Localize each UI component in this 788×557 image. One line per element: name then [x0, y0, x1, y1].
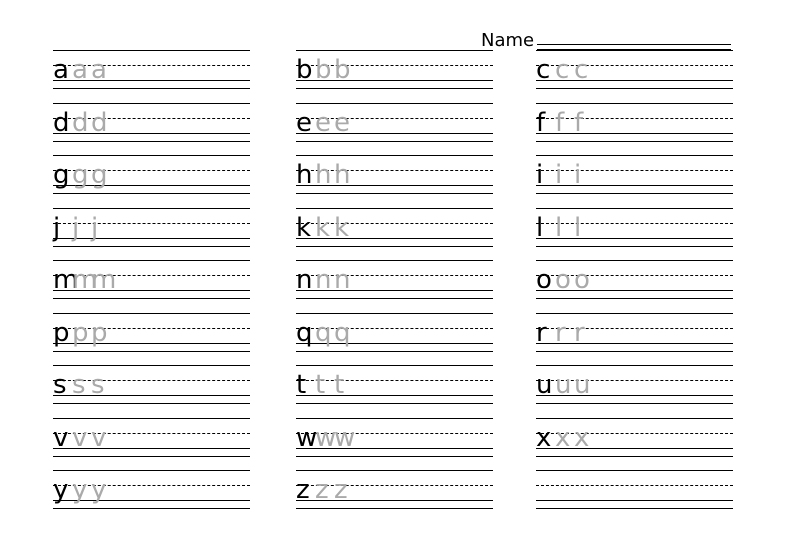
baseline: [536, 500, 733, 501]
model-letter: t: [296, 370, 307, 400]
trace-letter: j: [91, 212, 99, 243]
descender-line: [536, 298, 733, 299]
practice-row[interactable]: [536, 50, 733, 98]
practice-row[interactable]: [536, 418, 733, 466]
trace-letter: i: [555, 160, 563, 190]
top-line: [296, 470, 493, 471]
model-letter: x: [536, 422, 552, 453]
trace-letter: m: [91, 265, 117, 295]
practice-row[interactable]: [53, 260, 250, 308]
midline-dashed: [296, 380, 493, 381]
trace-letter: a: [72, 55, 88, 85]
trace-letter: v: [91, 422, 107, 453]
trace-letter: b: [315, 55, 332, 85]
top-line: [296, 313, 493, 314]
trace-letter: z: [334, 475, 348, 505]
top-line: [53, 365, 250, 366]
top-line: [53, 418, 250, 419]
top-line: [53, 313, 250, 314]
model-letter: m: [53, 265, 79, 295]
top-line: [536, 418, 733, 419]
trace-letter: f: [574, 107, 584, 138]
model-letter: u: [536, 370, 553, 400]
practice-row[interactable]: [53, 50, 250, 98]
descender-line: [53, 456, 250, 457]
model-letter: a: [53, 55, 69, 85]
model-letter: b: [296, 55, 313, 85]
descender-line: [296, 351, 493, 352]
top-line: [536, 260, 733, 261]
trace-letter: g: [91, 160, 108, 190]
trace-letter: x: [555, 422, 571, 453]
midline-dashed: [536, 118, 733, 119]
practice-row[interactable]: [53, 103, 250, 151]
model-letter: e: [296, 107, 312, 138]
practice-row[interactable]: [296, 260, 493, 308]
trace-letter: y: [72, 475, 88, 505]
trace-letter: i: [574, 160, 582, 190]
top-line: [536, 470, 733, 471]
trace-letter: h: [315, 160, 332, 190]
trace-letter: s: [72, 370, 86, 400]
model-letter: q: [296, 317, 313, 348]
trace-letter: y: [91, 475, 107, 505]
model-letter: n: [296, 265, 313, 295]
model-letter: c: [536, 55, 551, 85]
trace-letter: b: [334, 55, 351, 85]
trace-letter: k: [334, 212, 350, 243]
descender-line: [536, 456, 733, 457]
trace-letter: t: [315, 370, 326, 400]
model-letter: i: [536, 160, 544, 190]
practice-row[interactable]: [536, 155, 733, 203]
descender-line: [536, 246, 733, 247]
descender-line: [536, 403, 733, 404]
trace-letter: l: [574, 212, 582, 243]
trace-letter: k: [315, 212, 331, 243]
practice-row[interactable]: [296, 50, 493, 98]
practice-row[interactable]: [296, 155, 493, 203]
trace-letter: p: [91, 317, 108, 348]
descender-line: [53, 193, 250, 194]
descender-line: [296, 298, 493, 299]
practice-row[interactable]: [536, 103, 733, 151]
midline-dashed: [536, 485, 733, 486]
model-letter: g: [53, 160, 70, 190]
practice-row[interactable]: [536, 208, 733, 256]
trace-letter: o: [555, 265, 571, 295]
trace-letter: u: [555, 370, 572, 400]
trace-letter: c: [555, 55, 570, 85]
descender-line: [53, 351, 250, 352]
practice-row[interactable]: [296, 103, 493, 151]
top-line: [53, 208, 250, 209]
top-line: [53, 470, 250, 471]
descender-line: [53, 141, 250, 142]
trace-letter: z: [315, 475, 329, 505]
practice-row[interactable]: [536, 260, 733, 308]
baseline: [296, 395, 493, 396]
trace-letter: w: [315, 422, 337, 453]
baseline: [53, 238, 250, 239]
model-letter: p: [53, 317, 70, 348]
model-letter: r: [536, 317, 547, 348]
trace-letter: f: [555, 107, 565, 138]
practice-row[interactable]: [536, 470, 733, 518]
descender-line: [296, 508, 493, 509]
model-letter: l: [536, 212, 544, 243]
practice-row[interactable]: [53, 313, 250, 361]
top-line: [536, 50, 733, 51]
top-line: [536, 208, 733, 209]
trace-letter: t: [334, 370, 345, 400]
trace-letter: q: [315, 317, 332, 348]
top-line: [53, 50, 250, 51]
model-letter: k: [296, 212, 312, 243]
model-letter: h: [296, 160, 313, 190]
trace-letter: d: [72, 107, 89, 138]
descender-line: [536, 193, 733, 194]
midline-dashed: [53, 223, 250, 224]
model-letter: z: [296, 475, 310, 505]
baseline: [536, 185, 733, 186]
trace-letter: r: [555, 317, 566, 348]
trace-letter: e: [315, 107, 331, 138]
descender-line: [53, 246, 250, 247]
trace-letter: a: [91, 55, 107, 85]
trace-letter: g: [72, 160, 89, 190]
descender-line: [536, 141, 733, 142]
top-line: [53, 155, 250, 156]
model-letter: s: [53, 370, 67, 400]
model-letter: f: [536, 107, 546, 138]
practice-row[interactable]: [53, 155, 250, 203]
trace-letter: u: [574, 370, 591, 400]
descender-line: [536, 508, 733, 509]
trace-letter: p: [72, 317, 89, 348]
model-letter: v: [53, 422, 69, 453]
baseline: [536, 238, 733, 239]
top-line: [296, 260, 493, 261]
midline-dashed: [536, 170, 733, 171]
practice-row[interactable]: [536, 365, 733, 413]
trace-letter: n: [315, 265, 332, 295]
trace-letter: c: [574, 55, 589, 85]
descender-line: [536, 88, 733, 89]
top-line: [536, 365, 733, 366]
model-letter: o: [536, 265, 552, 295]
model-letter: w: [296, 422, 318, 453]
top-line: [296, 155, 493, 156]
top-line: [296, 103, 493, 104]
descender-line: [53, 508, 250, 509]
practice-row[interactable]: [296, 470, 493, 518]
descender-line: [53, 88, 250, 89]
top-line: [296, 208, 493, 209]
practice-row[interactable]: [296, 208, 493, 256]
model-letter: j: [53, 212, 61, 243]
descender-line: [53, 298, 250, 299]
descender-line: [296, 88, 493, 89]
practice-row[interactable]: [53, 418, 250, 466]
descender-line: [296, 141, 493, 142]
descender-line: [53, 403, 250, 404]
practice-row[interactable]: [296, 365, 493, 413]
practice-row[interactable]: [53, 470, 250, 518]
trace-letter: m: [72, 265, 98, 295]
practice-row[interactable]: [296, 313, 493, 361]
name-label: Name: [481, 30, 535, 51]
trace-letter: x: [574, 422, 590, 453]
top-line: [536, 103, 733, 104]
model-letter: y: [53, 475, 69, 505]
practice-row[interactable]: [536, 313, 733, 361]
descender-line: [296, 246, 493, 247]
descender-line: [296, 193, 493, 194]
top-line: [296, 418, 493, 419]
trace-letter: l: [555, 212, 563, 243]
trace-letter: v: [72, 422, 88, 453]
trace-letter: j: [72, 212, 80, 243]
baseline: [536, 133, 733, 134]
trace-letter: r: [574, 317, 585, 348]
trace-letter: h: [334, 160, 351, 190]
top-line: [296, 50, 493, 51]
descender-line: [536, 351, 733, 352]
practice-row[interactable]: [53, 208, 250, 256]
descender-line: [296, 456, 493, 457]
trace-letter: d: [91, 107, 108, 138]
top-line: [296, 365, 493, 366]
trace-letter: q: [334, 317, 351, 348]
top-line: [536, 313, 733, 314]
trace-letter: s: [91, 370, 105, 400]
model-letter: d: [53, 107, 70, 138]
trace-letter: o: [574, 265, 590, 295]
trace-letter: n: [334, 265, 351, 295]
practice-row[interactable]: [53, 365, 250, 413]
midline-dashed: [536, 223, 733, 224]
practice-row[interactable]: [296, 418, 493, 466]
top-line: [536, 155, 733, 156]
trace-letter: e: [334, 107, 350, 138]
top-line: [53, 103, 250, 104]
top-line: [53, 260, 250, 261]
descender-line: [296, 403, 493, 404]
trace-letter: w: [334, 422, 356, 453]
